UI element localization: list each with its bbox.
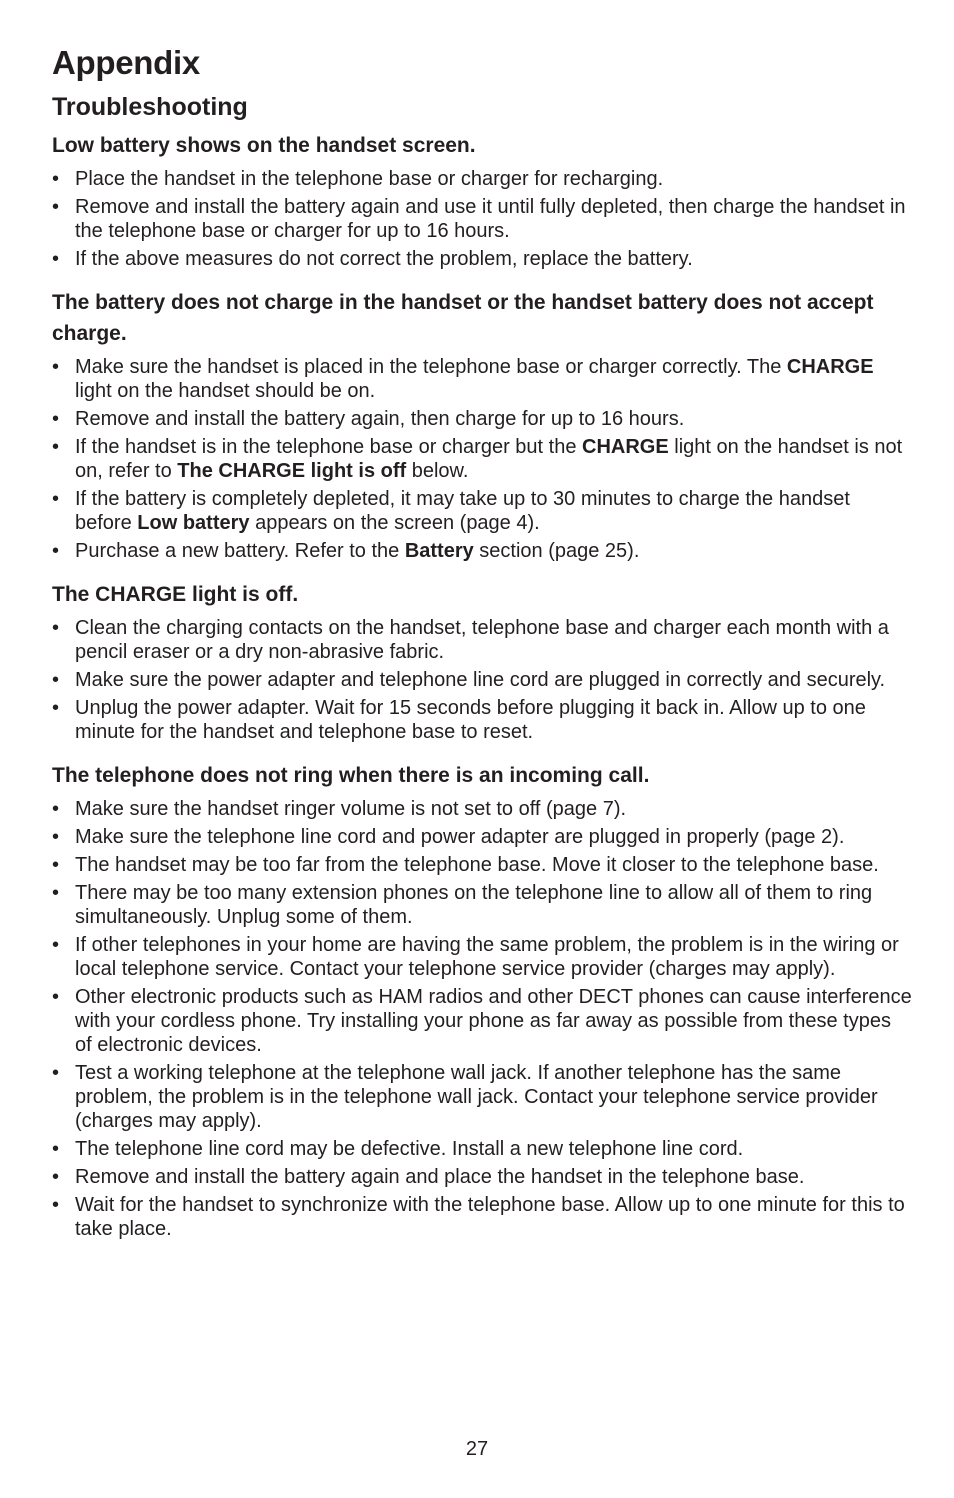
list-item: • If the battery is completely depleted, it may take up to 30 minutes to charge the handset before Low battery appears on the screen (page 4). <box>52 487 912 535</box>
list-item: • Make sure the power adapter and telephone line cord are plugged in correctly and securely. <box>52 668 912 692</box>
troubleshooting-section <box>52 760 912 1241</box>
list-item: • Make sure the handset is placed in the telephone base or charger correctly. The CHARGE light on the handset should be on. <box>52 355 912 403</box>
list-item: • If the handset is in the telephone base or charger but the CHARGE light on the handset is not on, refer to The CHARGE light is off below. <box>52 435 912 483</box>
list-item: • Purchase a new battery. Refer to the Battery section (page 25). <box>52 539 912 563</box>
bold-term: CHARGE <box>786 356 874 378</box>
solution-list <box>52 355 912 563</box>
page-content <box>52 44 912 1245</box>
list-item: • Other electronic products such as HAM radios and other DECT phones can cause interference with your cordless phone. Try installing your phone as far away as possible from these types of electronic devices. <box>52 985 912 1057</box>
problem-heading: The battery does not charge in the handset or the handset battery does not accept charge. <box>52 291 874 345</box>
section-title: Troubleshooting <box>52 93 248 121</box>
solution-list <box>52 797 912 1241</box>
list-item: • If the above measures do not correct the problem, replace the battery. <box>52 247 912 271</box>
bold-term: Battery <box>404 540 474 562</box>
solution-list <box>52 616 912 744</box>
list-item: • Clean the charging contacts on the handset, telephone base and charger each month with a pencil eraser or a dry non-abrasive fabric. <box>52 616 912 664</box>
list-item: • Make sure the handset ringer volume is not set to off (page 7). <box>52 797 912 821</box>
troubleshooting-section <box>52 579 912 744</box>
list-item: • If other telephones in your home are having the same problem, the problem is in the wiring or local telephone service. Contact your telephone service provider (charges may apply). <box>52 933 912 981</box>
page-title: Appendix <box>52 44 200 81</box>
list-item: • The handset may be too far from the telephone base. Move it closer to the telephone base. <box>52 853 912 877</box>
list-item: • Place the handset in the telephone base or charger for recharging. <box>52 167 912 191</box>
bold-term: Low battery <box>137 512 250 534</box>
list-item: • Unplug the power adapter. Wait for 15 seconds before plugging it back in. Allow up to one minute for the handset and telephone base to reset. <box>52 696 912 744</box>
troubleshooting-section <box>52 287 912 563</box>
bold-term: The CHARGE light is off <box>177 460 407 482</box>
problem-heading: Low battery shows on the handset screen. <box>52 134 476 157</box>
page-number: 27 <box>465 1438 489 1460</box>
troubleshooting-section <box>52 130 912 271</box>
problem-heading: The telephone does not ring when there is an incoming call. <box>52 764 650 787</box>
problem-heading: The CHARGE light is off. <box>52 583 299 606</box>
list-item: • Remove and install the battery again and place the handset in the telephone base. <box>52 1165 912 1189</box>
list-item: • There may be too many extension phones on the telephone line to allow all of them to ring simultaneously. Unplug some of them. <box>52 881 912 929</box>
solution-list <box>52 167 912 271</box>
list-item: • Wait for the handset to synchronize with the telephone base. Allow up to one minute for this to take place. <box>52 1193 912 1241</box>
list-item: • Remove and install the battery again, then charge for up to 16 hours. <box>52 407 912 431</box>
list-item: • Remove and install the battery again and use it until fully depleted, then charge the handset in the telephone base or charger for up to 16 hours. <box>52 195 912 243</box>
bold-term: CHARGE <box>582 436 669 458</box>
list-item: • Test a working telephone at the telephone wall jack. If another telephone has the same problem, the problem is in the telephone wall jack. Contact your telephone service provider (charges may apply). <box>52 1061 912 1133</box>
list-item: • The telephone line cord may be defective. Install a new telephone line cord. <box>52 1137 912 1161</box>
list-item: • Make sure the telephone line cord and power adapter are plugged in properly (page 2). <box>52 825 912 849</box>
troubleshooting-sections <box>52 130 912 1241</box>
